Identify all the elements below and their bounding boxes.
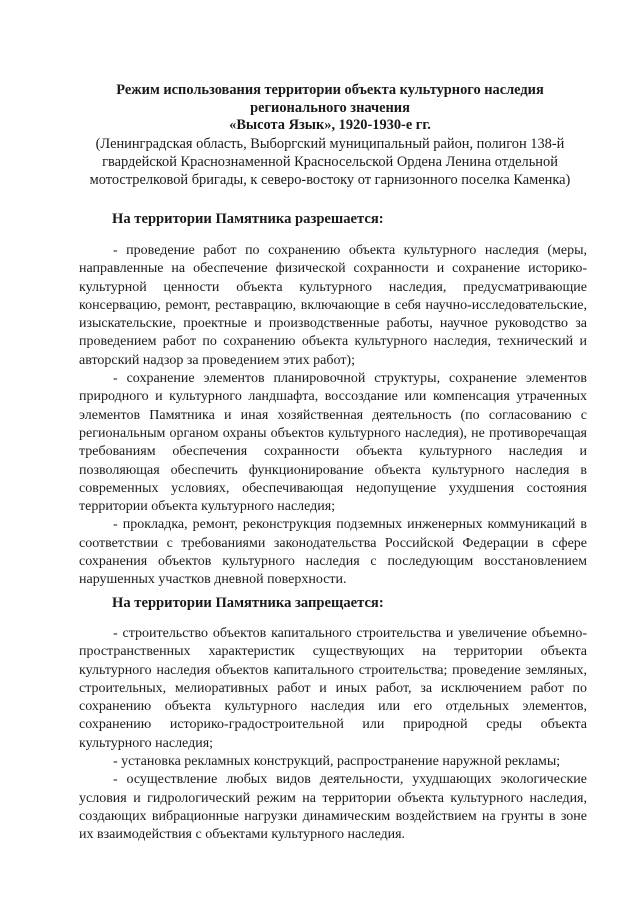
forbidden-list xyxy=(79,625,587,845)
title-line-2: регионального значения xyxy=(250,99,410,116)
allowed-heading: На территории Памятника разрешается: xyxy=(112,211,384,227)
forbidden-item-2: - установка рекламных конструкций, распространение наружной рекламы; xyxy=(113,754,561,770)
title-line-3: «Высота Язык», 1920-1930-е гг. xyxy=(229,117,431,133)
forbidden-item-3: - осуществление любых видов деятельности, ухудшающих экологические условия и гидрологический режим на территории объекта культурного наследия, создающих вибрационные нагрузки динамическим воздействием на грунты в зоне их взаимодействия с объектами культурного наследия. xyxy=(79,772,587,843)
subtitle-line-1: (Ленинградская область, Выборгский муниципальный район, полигон 138-й xyxy=(95,135,565,152)
title-line-1: Режим использования территории объекта культурного наследия xyxy=(116,82,544,98)
forbidden-item-1: - строительство объектов капитального строительства и увеличение объемно-пространственных характеристик существующих на территории объекта культурного наследия объектов капитального строительства; проведение земляных, строительных, мелиоративных работ и иных работ, за исключением работ по сохранению объекта культурного наследия или его отдельных элементов, сохранению историко-градостроительной или природной среды объекта культурного наследия; xyxy=(79,626,587,751)
forbidden-heading: На территории Памятника запрещается: xyxy=(112,595,384,611)
document-header xyxy=(80,82,580,189)
subtitle-line-2: гвардейской Краснознаменной Красносельской Ордена Ленина отдельной xyxy=(102,153,558,170)
allowed-item-1: - проведение работ по сохранению объекта культурного наследия (меры, направленные на обеспечение физической сохранности и сохранение историко-культурной ценности объекта культурного наследия, предусматривающие консервацию, ремонт, реставрацию, включающие в себя научно-исследовательские, изыскательские, проектные и производственные работы, научное руководство за проведением работ по сохранению объекта культурного наследия, технический и авторский надзор за проведением этих работ); xyxy=(79,243,587,368)
allowed-list xyxy=(79,242,587,590)
allowed-item-2: - сохранение элементов планировочной структуры, сохранение элементов природного и культурного ландшафта, воссоздание или компенсация утраченных элементов Памятника и иная хозяйственная деятельность (по согласованию с региональным органом охраны объектов культурного наследия), не противоречащая требованиям обеспечения сохранности объекта культурного наследия и позволяющая обеспечить функционирование объекта культурного наследия в современных условиях, обеспечивающая недопущение ухудшения состояния территории объекта культурного наследия; xyxy=(79,371,587,515)
subtitle-line-3: мотострелковой бригады, к северо-востоку от гарнизонного поселка Каменка) xyxy=(89,171,571,188)
allowed-item-3: - прокладка, ремонт, реконструкция подземных инженерных коммуникаций в соответствии с требованиями законодательства Российской Федерации в сфере сохранения объектов культурного наследия с последующим восстановлением нарушенных участков дневной поверхности. xyxy=(79,517,587,588)
